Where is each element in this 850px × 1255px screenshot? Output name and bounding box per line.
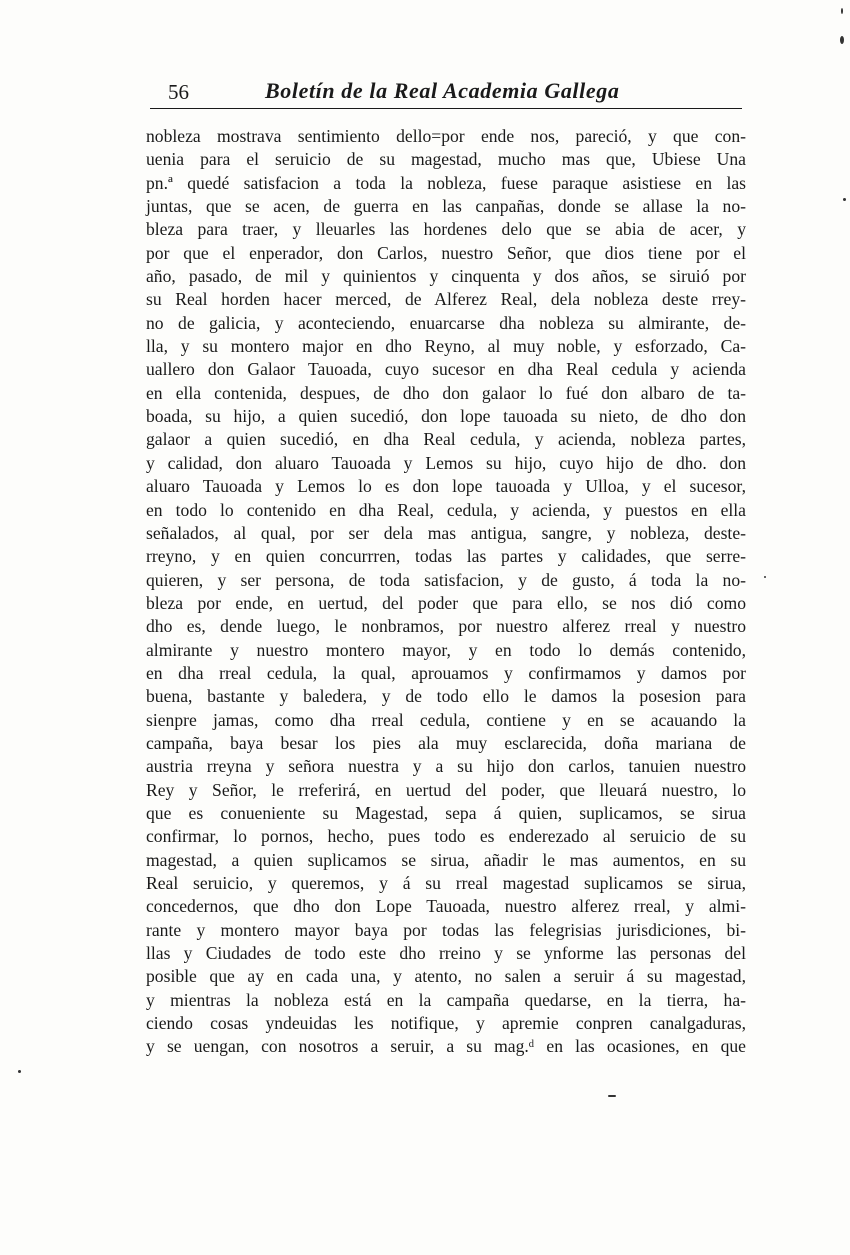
text-line: campaña, baya besar los pies ala muy esclarecida, doña mariana de	[146, 732, 746, 753]
scan-speck	[840, 36, 844, 44]
text-line: Rey y Señor, le rreferirá, en uertud del poder, que lleuará nuestro, lo	[146, 779, 746, 800]
text-line: dho es, dende luego, le nonbramos, por nuestro alferez rreal y nuestro	[146, 616, 746, 637]
text-line: aluaro Tauoada y Lemos lo es don lope tauoada y Ulloa, y el sucesor,	[146, 476, 746, 497]
text-line: en todo lo contenido en dha Real, cedula, y acienda, y puestos en ella	[146, 499, 746, 520]
text-line: almirante y nuestro montero mayor, y en todo lo demás contenido,	[146, 639, 746, 660]
text-line: pn.ª quedé satisfacion a toda la nobleza, fuese paraque asistiese en las	[146, 172, 746, 193]
text-line: señalados, al qual, por ser dela mas antigua, sangre, y nobleza, deste-	[146, 522, 746, 543]
text-line: boada, su hijo, a quien sucedió, don lope tauoada su nieto, de dho don	[146, 406, 746, 427]
text-line: y calidad, don aluaro Tauoada y Lemos su hijo, cuyo hijo de dho. don	[146, 452, 746, 473]
text-line: posible que ay en cada una, y atento, no salen a seruir á su magestad,	[146, 966, 746, 987]
header-rule	[150, 108, 742, 109]
text-line: Real seruicio, y queremos, y á su rreal magestad suplicamos se sirua,	[146, 873, 746, 893]
text-line: concedernos, que dho don Lope Tauoada, nuestro alferez rreal, y almi-	[146, 896, 746, 917]
text-line: confirmar, lo pornos, hecho, pues todo es enderezado al seruicio de su	[146, 826, 746, 847]
text-line: uenia para el seruicio de su magestad, mucho mas que, Ubiese Una	[146, 149, 746, 170]
scan-speck	[608, 1095, 616, 1097]
scan-speck	[18, 1070, 21, 1073]
text-line: su Real horden hacer merced, de Alferez Real, dela nobleza deste rrey-	[146, 289, 746, 310]
text-line: llas y Ciudades de todo este dho rreino y se ynforme las personas del	[146, 943, 746, 964]
text-line: que es conueniente su Magestad, sepa á quien, suplicamos, se sirua	[146, 802, 746, 823]
text-line: no de galicia, y aconteciendo, enuarcarse dha nobleza su almirante, de-	[146, 312, 746, 333]
page-number: 56	[168, 80, 189, 104]
text-line: magestad, a quien suplicamos se sirua, añadir le mas aumentos, en su	[146, 849, 746, 870]
scan-speck	[843, 198, 846, 201]
text-line: en ella contenida, despues, de dho don galaor lo fué don albaro de ta-	[146, 382, 746, 403]
text-line: uallero don Galaor Tauoada, cuyo sucesor en dha Real cedula y acienda	[146, 359, 746, 380]
text-line: por que el enperador, don Carlos, nuestro Señor, que dios tiene por el	[146, 242, 746, 263]
page-header	[150, 76, 742, 108]
text-line: año, pasado, de mil y quinientos y cinquenta y dos años, se siruió por	[146, 266, 746, 287]
scan-speck	[841, 8, 843, 14]
body-text	[146, 125, 746, 1059]
text-line: buena, bastante y baledera, y de todo ello le damos la posesion para	[146, 686, 746, 707]
text-line: rante y montero mayor baya por todas las felegrisias jurisdiciones, bi-	[146, 919, 746, 940]
text-line: bleza por ende, en uertud, del poder que para ello, se nos dió como	[146, 592, 746, 613]
text-line: rreyno, y en quien concurrren, todas las partes y calidades, que serre-	[146, 546, 746, 567]
text-line: y mientras la nobleza está en la campaña quedarse, en la tierra, ha-	[146, 989, 746, 1010]
text-line: galaor a quien sucedió, en dha Real cedula, y acienda, nobleza partes,	[146, 429, 746, 450]
text-line: bleza para traer, y lleuarles las hordenes delo que se abia de acer, y	[146, 219, 746, 240]
text-line: nobleza mostrava sentimiento dello=por ende nos, pareció, y que con-	[146, 126, 746, 146]
text-line: quieren, y ser persona, de toda satisfacion, y de gusto, á toda la no-	[146, 569, 746, 590]
running-title: Boletín de la Real Academia Gallega	[265, 78, 620, 103]
text-line: y se uengan, con nosotros a seruir, a su mag.ᵈ en las ocasiones, en que	[146, 1036, 746, 1057]
text-line: ciendo cosas yndeuidas les notifique, y apremie conpren canalgaduras,	[146, 1013, 746, 1034]
text-line: juntas, que se acen, de guerra en las canpañas, donde se allase la no-	[146, 196, 746, 217]
text-line: en dha rreal cedula, la qual, aprouamos y confirmamos y damos por	[146, 662, 746, 683]
text-line: lla, y su montero major en dho Reyno, al muy noble, y esforzado, Ca-	[146, 336, 746, 357]
text-line: sienpre jamas, como dha rreal cedula, contiene y en se acauando la	[146, 709, 746, 730]
scan-speck	[764, 576, 766, 578]
text-line: austria rreyna y señora nuestra y a su hijo don carlos, tanuien nuestro	[146, 756, 746, 777]
